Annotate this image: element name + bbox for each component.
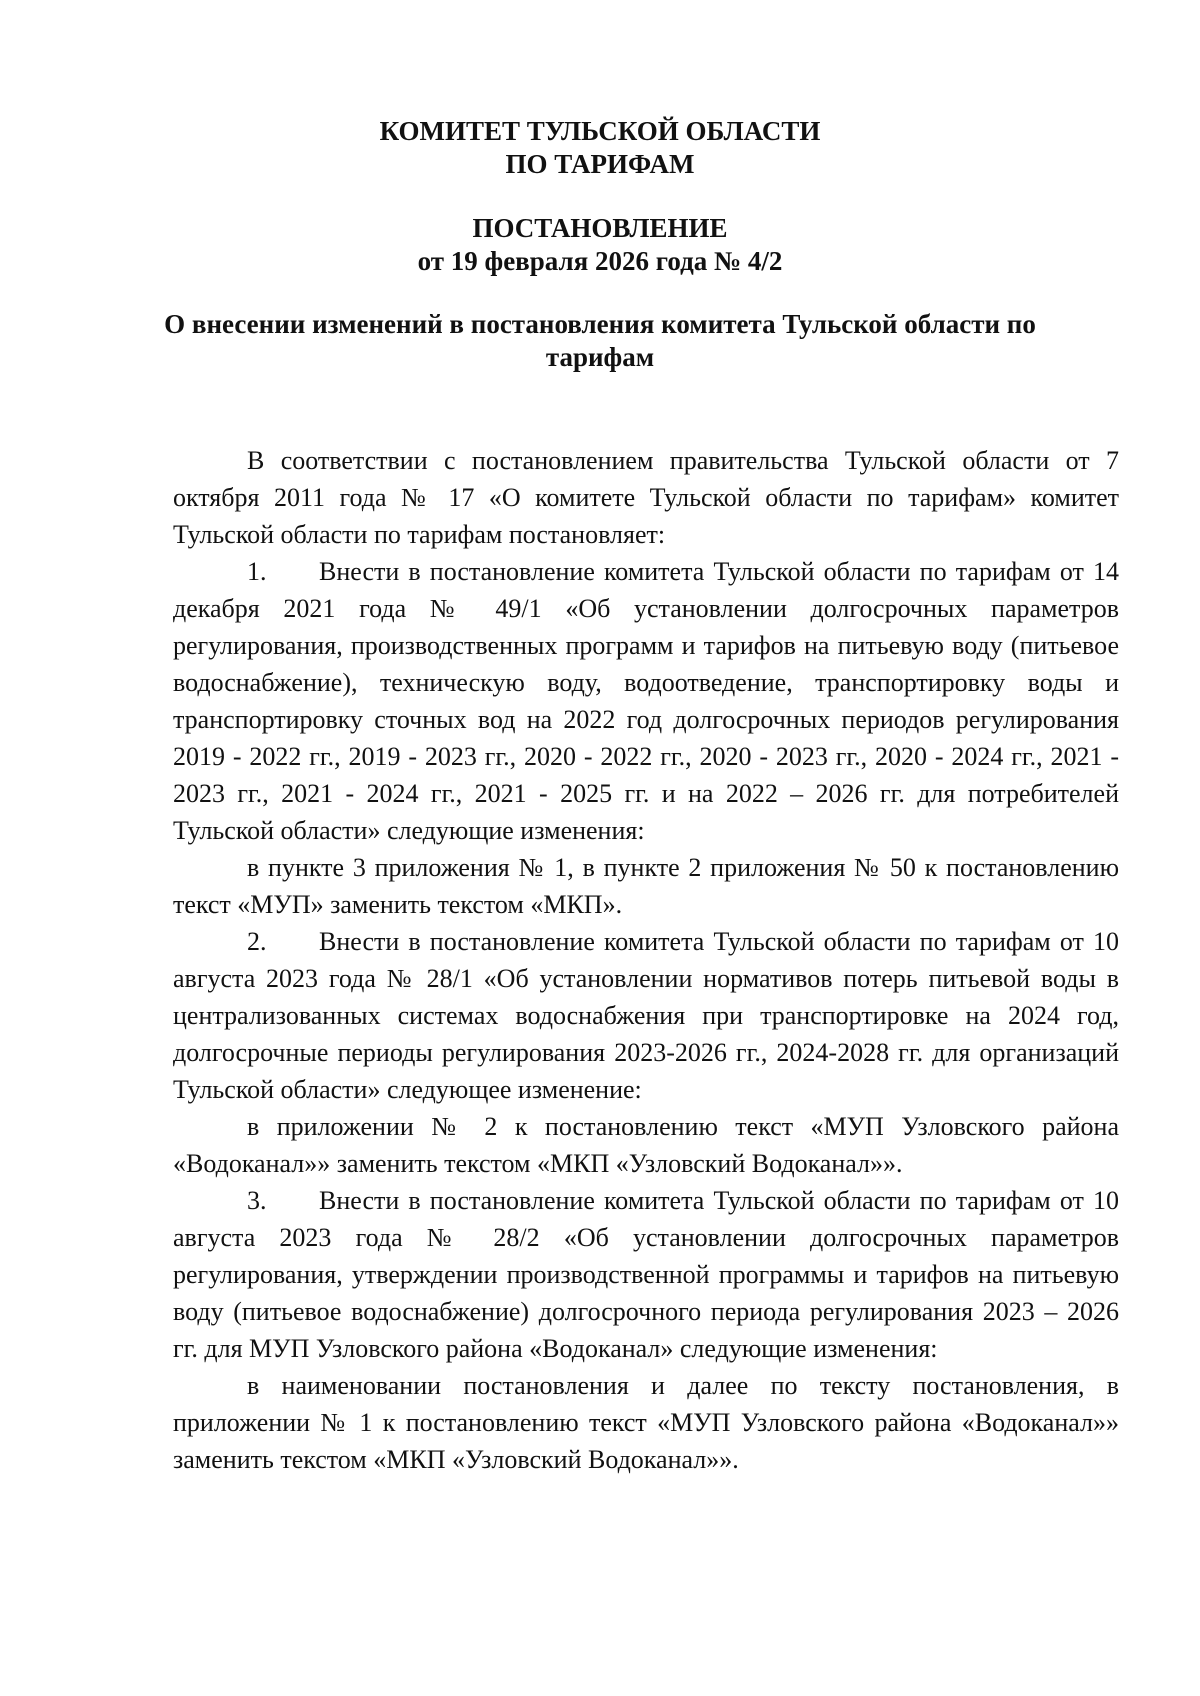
document-subject: [0, 308, 1200, 374]
document-heading: [0, 212, 1200, 278]
item-1-paragraph: [173, 553, 1119, 849]
document-type: ПОСТАНОВЛЕНИЕ: [472, 213, 728, 243]
document-body: [173, 442, 1119, 1478]
item-2-number: 2.: [247, 927, 267, 956]
item-2-text: Внести в постановление комитета Тульской области по тарифам от 10 августа 2023 года № 28/1 «Об установлении нормативов потерь питьевой воды в централизованных системах водоснабжения при транспортировке на 2024 год, долгосрочные периоды регулирования 2023-2026 гг., 2024-2028 гг. для организаций Тульской области» следующее изменение:: [173, 927, 1119, 1104]
authority-line-2: ПО ТАРИФАМ: [505, 149, 695, 179]
item-3-change-paragraph: в наименовании постановления и далее по тексту постановления, в приложении № 1 к постановлению текст «МУП Узловского района «Водоканал»» заменить текстом «МКП «Узловский Водоканал»».: [173, 1371, 1119, 1474]
item-3-paragraph: [173, 1182, 1119, 1367]
issuing-authority: [0, 115, 1200, 181]
item-1-number: 1.: [247, 557, 267, 586]
item-3-number: 3.: [247, 1186, 267, 1215]
item-2-change-paragraph: в приложении № 2 к постановлению текст «МУП Узловского района «Водоканал»» заменить текстом «МКП «Узловский Водоканал»».: [173, 1112, 1119, 1178]
preamble-paragraph: В соответствии с постановлением правительства Тульской области от 7 октября 2011 года № 17 «О комитете Тульской области по тарифам» комитет Тульской области по тарифам постановляет:: [173, 446, 1119, 549]
subject-line-1: О внесении изменений в постановления комитета Тульской области по: [164, 309, 1036, 339]
subject-line-2: тарифам: [545, 342, 655, 372]
item-3-text: Внести в постановление комитета Тульской области по тарифам от 10 августа 2023 года № 28/2 «Об установлении долгосрочных параметров регулирования, утверждении производственной программы и тарифов на питьевую воду (питьевое водоснабжение) долгосрочного периода регулирования 2023 – 2026 гг. для МУП Узловского района «Водоканал» следующие изменения:: [173, 1186, 1119, 1363]
document-date-number: от 19 февраля 2026 года № 4/2: [417, 246, 783, 276]
item-1-change-paragraph: в пункте 3 приложения № 1, в пункте 2 приложения № 50 к постановлению текст «МУП» заменить текстом «МКП».: [173, 853, 1119, 919]
item-2-paragraph: [173, 923, 1119, 1108]
item-1-text: Внести в постановление комитета Тульской области по тарифам от 14 декабря 2021 года № 49/1 «Об установлении долгосрочных параметров регулирования, производственных программ и тарифов на питьевую воду (питьевое водоснабжение), техническую воду, водоотведение, транспортировку воды и транспортировку сточных вод на 2022 год долгосрочных периодов регулирования 2019 - 2022 гг., 2019 - 2023 гг., 2020 - 2022 гг., 2020 - 2023 гг., 2020 - 2024 гг., 2021 - 2023 гг., 2021 - 2024 гг., 2021 - 2025 гг. и на 2022 – 2026 гг. для потребителей Тульской области» следующие изменения:: [173, 557, 1119, 845]
authority-line-1: КОМИТЕТ ТУЛЬСКОЙ ОБЛАСТИ: [379, 116, 821, 146]
